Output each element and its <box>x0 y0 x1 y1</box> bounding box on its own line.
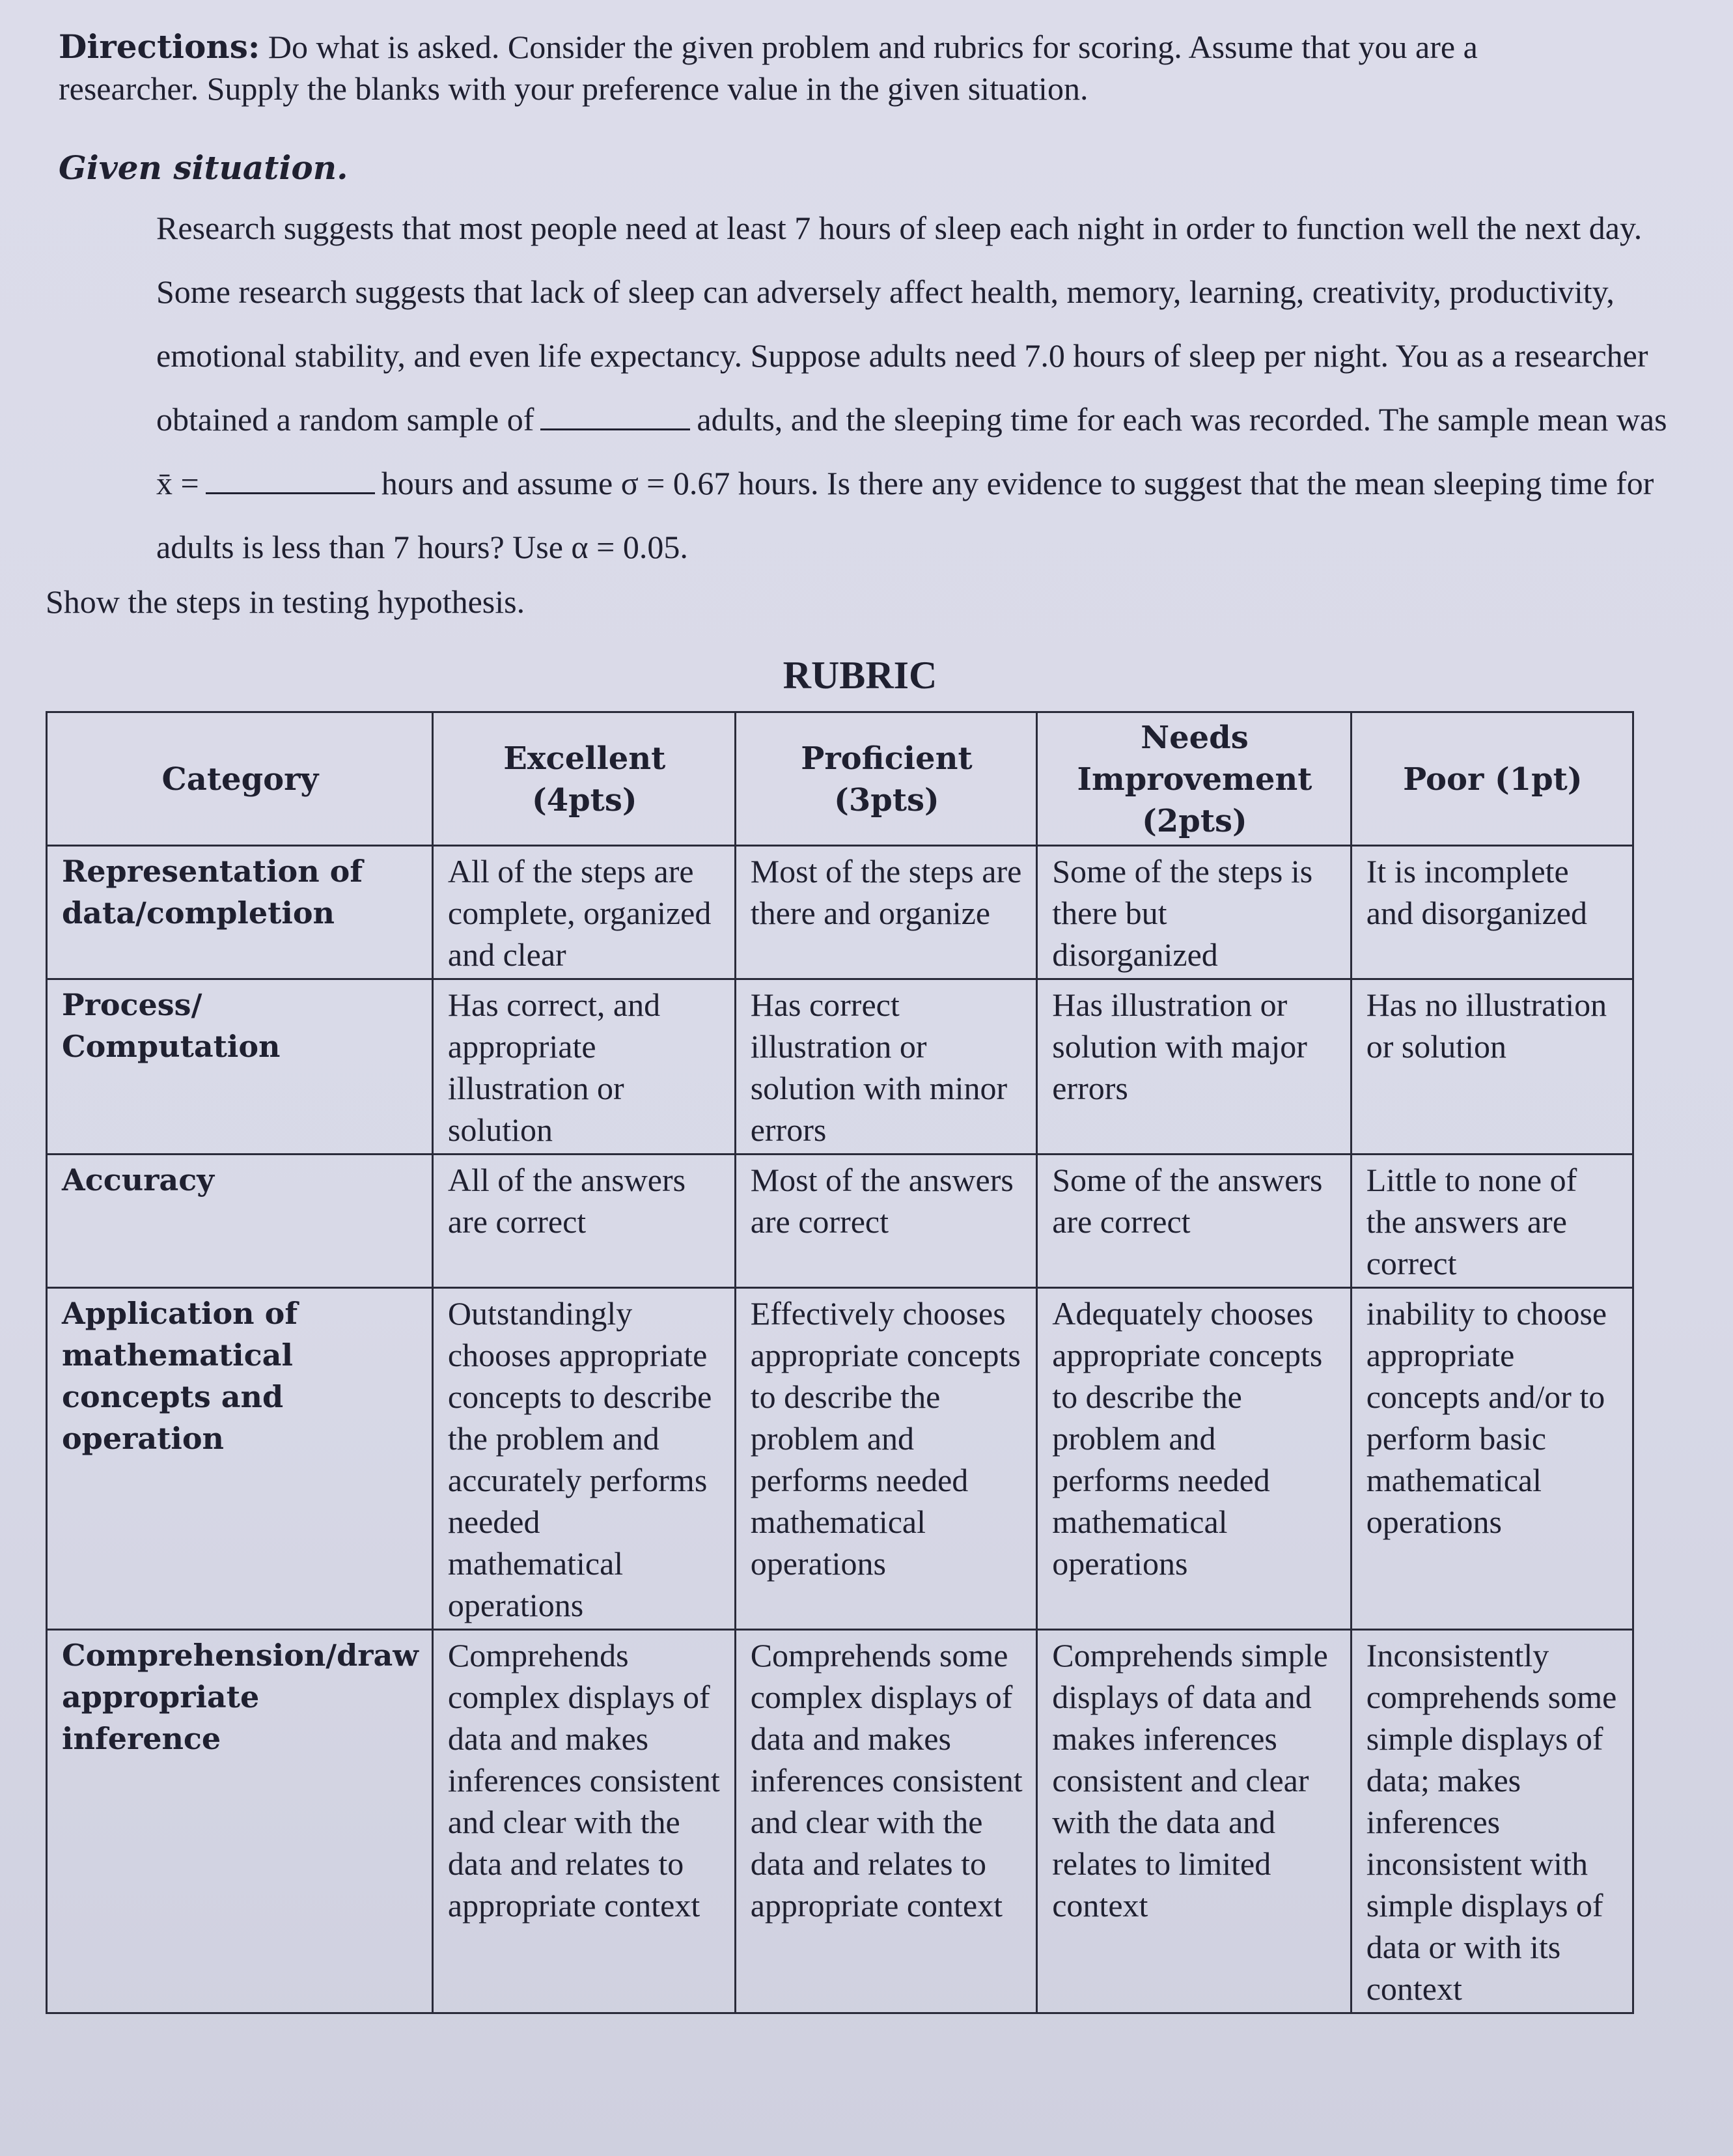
excellent-cell: All of the steps are complete, organized and clear <box>432 846 735 979</box>
header-needs-improvement: Needs Improvement (2pts) <box>1037 712 1351 846</box>
category-cell: Accuracy <box>47 1155 433 1288</box>
situation-title: Given situation. <box>59 148 348 187</box>
show-steps-instruction: Show the steps in testing hypothesis. <box>46 583 525 620</box>
needs-improvement-cell: Has illustration or solution with major errors <box>1037 979 1351 1155</box>
table-row <box>47 1288 1633 1630</box>
needs-improvement-cell: Adequately chooses appropriate concepts to describe the problem and performs needed mathematical operations <box>1037 1288 1351 1630</box>
header-category: Category <box>47 712 433 846</box>
poor-cell: inability to choose appropriate concepts and/or to perform basic mathematical operations <box>1351 1288 1633 1630</box>
header-excellent: Excellent (4pts) <box>432 712 735 846</box>
situation-text-2: adults, and the sleeping time for each was recorded. The sample mean was x̄ = <box>156 401 1667 501</box>
directions <box>59 26 1556 109</box>
situation-text-1: Research suggests that most people need at least 7 hours of sleep each night in order to function well the next day. Some research suggests that lack of sleep can adversely affect health, memory, learning, creativity, productivity, emotional stability, and even life expectancy. Suppose adults need 7.0 hours of sleep per night. You as a researcher obtained a random sample of <box>156 210 1648 438</box>
table-row <box>47 1630 1633 2013</box>
proficient-cell: Effectively chooses appropriate concepts to describe the problem and performs needed mathematical operations <box>735 1288 1037 1630</box>
directions-text: Do what is asked. Consider the given problem and rubrics for scoring. Assume that you are a researcher. Supply the blanks with your preference value in the given situation. <box>59 29 1478 107</box>
table-row <box>47 979 1633 1155</box>
sample-size-blank[interactable] <box>540 402 690 430</box>
header-poor: Poor (1pt) <box>1351 712 1633 846</box>
proficient-cell: Most of the answers are correct <box>735 1155 1037 1288</box>
category-cell: Comprehension/draw appropriate inference <box>47 1630 433 2013</box>
excellent-cell: Outstandingly chooses appropriate concepts to describe the problem and accurately performs needed mathematical operations <box>432 1288 735 1630</box>
situation-text-3: hours and assume σ = 0.67 hours. Is there any evidence to suggest that the mean sleeping time for adults is less than 7 hours? Use α = 0.05. <box>156 465 1654 565</box>
table-row <box>47 1155 1633 1288</box>
excellent-cell: Has correct, and appropriate illustration or solution <box>432 979 735 1155</box>
poor-cell: Has no illustration or solution <box>1351 979 1633 1155</box>
needs-improvement-cell: Some of the steps is there but disorganized <box>1037 846 1351 979</box>
needs-improvement-cell: Some of the answers are correct <box>1037 1155 1351 1288</box>
category-cell: Representation of data/completion <box>47 846 433 979</box>
rubric-title: RUBRIC <box>783 654 937 697</box>
proficient-cell: Has correct illustration or solution with minor errors <box>735 979 1037 1155</box>
rubric-table <box>46 711 1634 2014</box>
header-proficient: Proficient (3pts) <box>735 712 1037 846</box>
category-cell: Process/ Computation <box>47 979 433 1155</box>
poor-cell: It is incomplete and disorganized <box>1351 846 1633 979</box>
category-cell: Application of mathematical concepts and operation <box>47 1288 433 1630</box>
excellent-cell: Comprehends complex displays of data and makes inferences consistent and clear with the data and relates to appropriate context <box>432 1630 735 2013</box>
table-row <box>47 846 1633 979</box>
rubric-header-row <box>47 712 1633 846</box>
proficient-cell: Comprehends some complex displays of data and makes inferences consistent and clear with the data and relates to appropriate context <box>735 1630 1037 2013</box>
proficient-cell: Most of the steps are there and organize <box>735 846 1037 979</box>
situation-paragraph <box>46 196 1674 579</box>
sample-mean-blank[interactable] <box>206 466 375 494</box>
poor-cell: Inconsistently comprehends some simple displays of data; makes inferences inconsistent with simple displays of data or with its context <box>1351 1630 1633 2013</box>
directions-label: Directions: <box>59 27 260 66</box>
needs-improvement-cell: Comprehends simple displays of data and makes inferences consistent and clear with the data and relates to limited context <box>1037 1630 1351 2013</box>
excellent-cell: All of the answers are correct <box>432 1155 735 1288</box>
poor-cell: Little to none of the answers are correct <box>1351 1155 1633 1288</box>
